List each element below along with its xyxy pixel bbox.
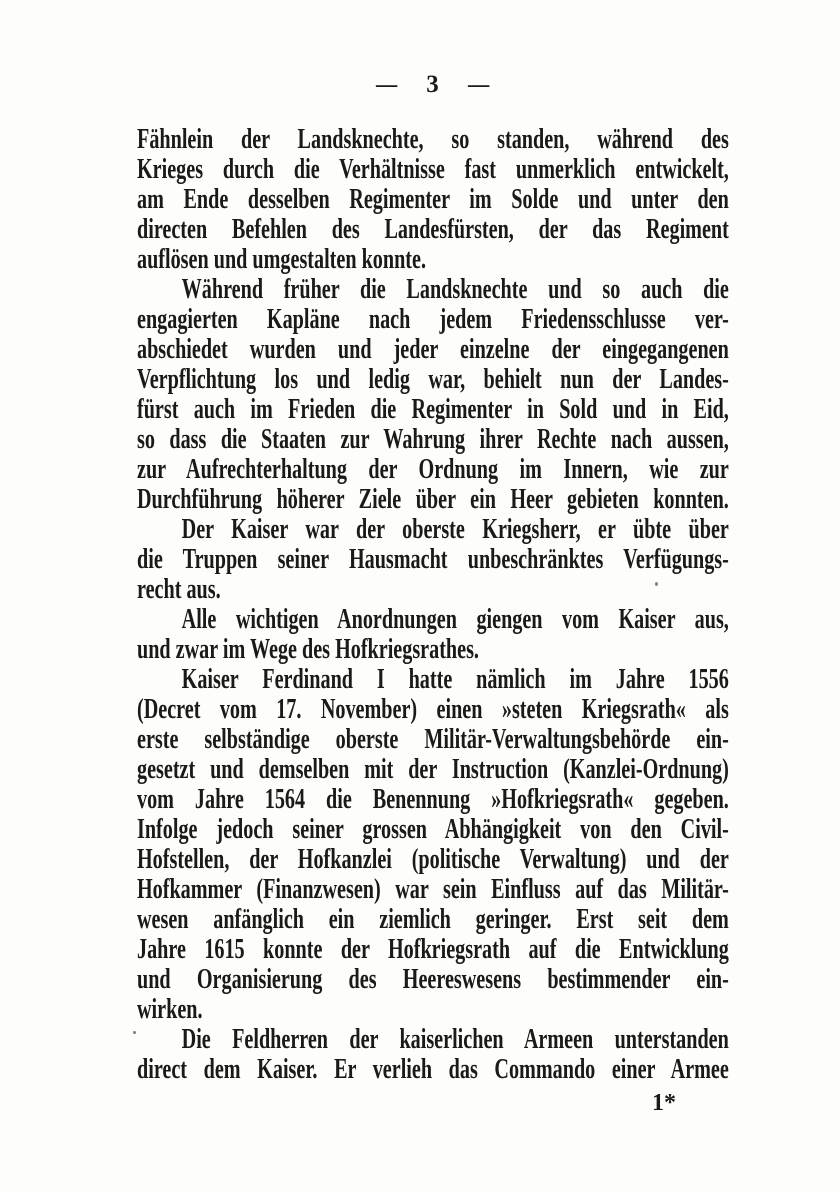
text-line: Infolge jedoch seiner grossen Abhängigkeit von den Civil- xyxy=(137,814,729,845)
text-line: auflösen und umgestalten konnte. xyxy=(137,244,427,275)
scan-speck xyxy=(655,582,658,586)
text-line: wesen anfänglich ein ziemlich geringer. Erst seit dem xyxy=(137,904,729,935)
text-line: engagierten Kapläne nach jedem Friedensschlusse ver- xyxy=(137,304,729,335)
paragraph xyxy=(137,605,729,665)
text-line: gesetzt und demselben mit der Instruction (Kanzlei-Ordnung) xyxy=(137,754,729,785)
paragraph xyxy=(137,515,729,605)
text-line: directen Befehlen des Landesfürsten, der das Regiment xyxy=(137,214,729,245)
text-line: die Truppen seiner Hausmacht unbeschränktes Verfügungs- xyxy=(137,544,729,575)
text-line: so dass die Staaten zur Wahrung ihrer Rechte nach aussen, xyxy=(137,424,729,455)
page-number: 3 xyxy=(426,71,440,98)
text-line: fürst auch im Frieden die Regimenter in Sold und in Eid, xyxy=(137,394,729,425)
paragraph xyxy=(137,665,729,1025)
paragraph xyxy=(137,1025,729,1085)
text-line: Jahre 1615 konnte der Hofkriegsrath auf die Entwicklung xyxy=(137,934,729,965)
text-line: erste selbständige oberste Militär-Verwaltungsbehörde ein- xyxy=(137,724,729,755)
text-line: Krieges durch die Verhältnisse fast unmerklich entwickelt, xyxy=(137,154,729,185)
text-line: wirken. xyxy=(137,994,203,1025)
text-line: Alle wichtigen Anordnungen giengen vom Kaiser aus, xyxy=(181,604,729,635)
paragraph xyxy=(137,275,729,515)
text-line: vom Jahre 1564 die Benennung »Hofkriegsrath« gegeben. xyxy=(137,784,729,815)
text-line: am Ende desselben Regimenter im Solde und unter den xyxy=(137,184,729,215)
text-line: und zwar im Wege des Hofkriegsrathes. xyxy=(137,634,479,665)
text-line: Während früher die Landsknechte und so auch die xyxy=(181,274,729,305)
text-line: (Decret vom 17. November) einen »steten Kriegsrath« als xyxy=(137,694,729,725)
text-line: Kaiser Ferdinand I hatte nämlich im Jahre 1556 xyxy=(181,664,729,695)
text-line: Verpflichtung los und ledig war, behielt nun der Landes- xyxy=(137,364,729,395)
text-line: Fähnlein der Landsknechte, so standen, während des xyxy=(137,124,729,155)
text-line: Hofkammer (Finanzwesen) war sein Einfluss auf das Militär- xyxy=(137,874,729,905)
text-line: recht aus. xyxy=(137,574,221,605)
text-line: Durchführung höherer Ziele über ein Heer gebieten konnten. xyxy=(137,484,729,515)
header-right-dash: — xyxy=(467,71,490,98)
text-line: direct dem Kaiser. Er verlieh das Commando einer Armee xyxy=(137,1054,729,1085)
paragraph xyxy=(137,125,729,275)
text-line: abschiedet wurden und jeder einzelne der eingegangenen xyxy=(137,334,729,365)
page-header xyxy=(137,70,729,100)
text-line: und Organisierung des Heereswesens bestimmender ein- xyxy=(137,964,729,995)
text-line: zur Aufrechterhaltung der Ordnung im Innern, wie zur xyxy=(137,454,729,485)
text-line: Der Kaiser war der oberste Kriegsherr, er übte über xyxy=(181,514,729,545)
header-left-dash: — xyxy=(376,71,399,98)
text-line: Hofstellen, der Hofkanzlei (politische Verwaltung) und der xyxy=(137,844,729,875)
signature-mark: 1* xyxy=(652,1090,676,1116)
text-block xyxy=(137,125,729,1085)
scan-speck xyxy=(133,1031,136,1034)
text-line: Die Feldherren der kaiserlichen Armeen unterstanden xyxy=(181,1024,729,1055)
